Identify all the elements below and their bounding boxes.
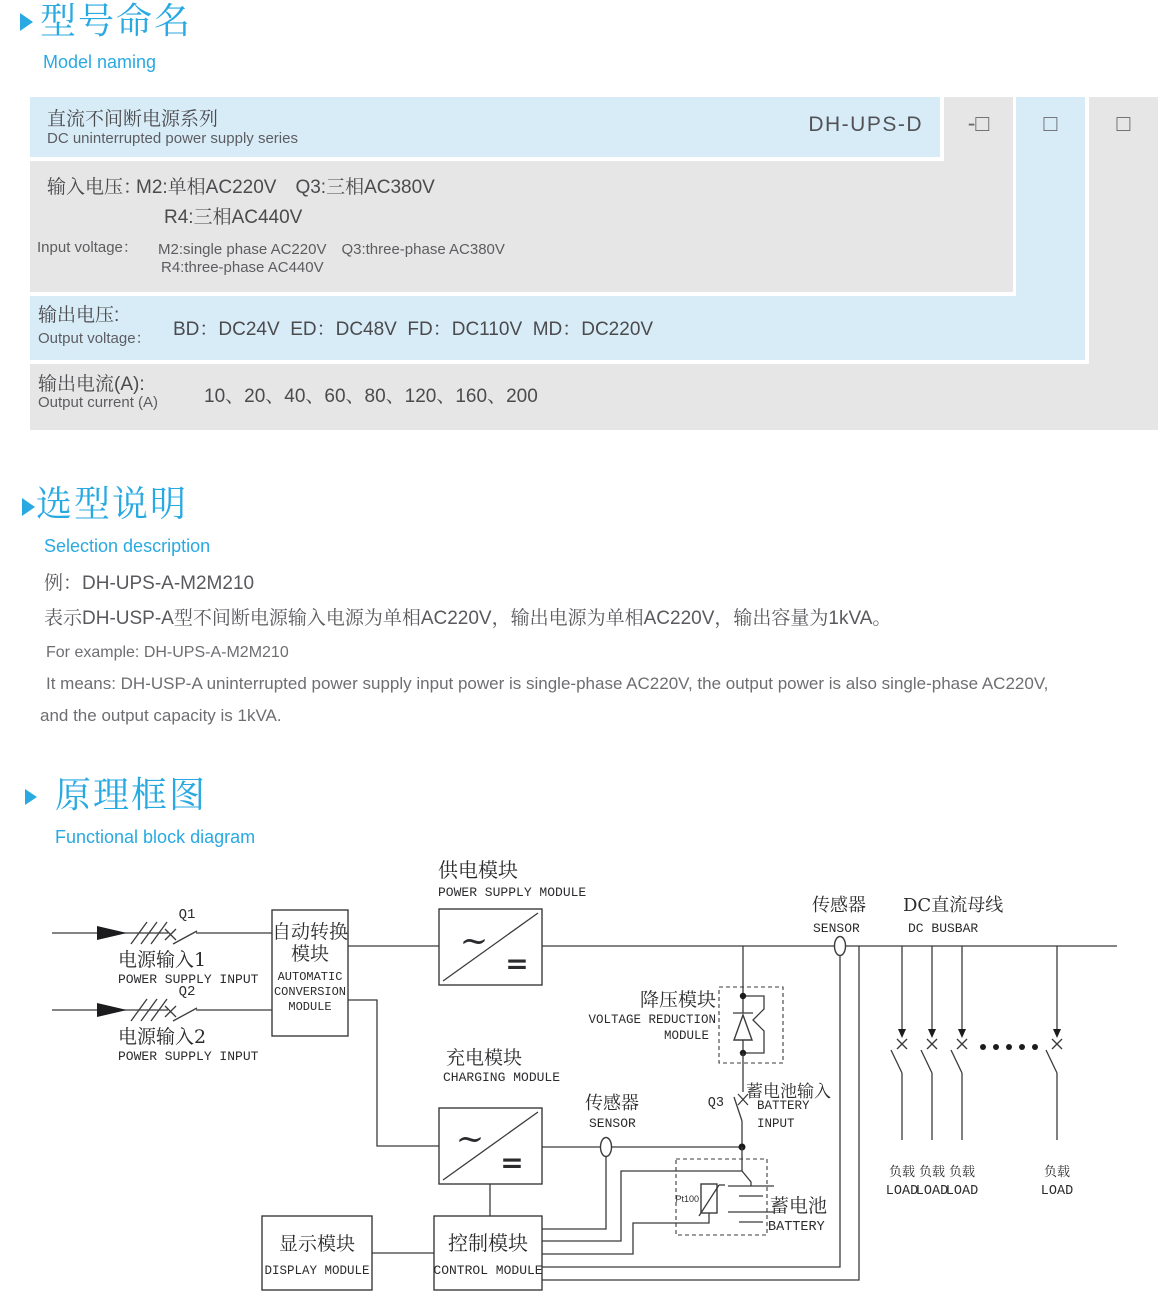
load-branch-2 xyxy=(921,946,937,1140)
voltage-reduction-label-zh: 降压模块 xyxy=(639,989,716,1011)
busbar-sensor-label-en: SENSOR xyxy=(813,921,860,936)
conversion-module-label-en2: CONVERSION xyxy=(273,985,347,999)
arrow-right-icon xyxy=(97,1003,127,1017)
busbar-sensor-label-zh: 传感器 xyxy=(812,895,866,916)
series-name-en: DC uninterrupted power supply series xyxy=(47,130,298,147)
voltage-reduction-label-en2: MODULE xyxy=(663,1029,709,1043)
load-label-en: LOAD xyxy=(915,1184,949,1199)
input-voltage-en-line2: R4:three-phase AC440V xyxy=(161,259,324,276)
code-slot-3: □ xyxy=(1116,110,1131,136)
q1-label: Q1 xyxy=(178,907,196,923)
battery-input-label-en2: INPUT xyxy=(757,1117,795,1131)
charging-module-label-en: CHARGING MODULE xyxy=(443,1070,561,1085)
input-voltage-label-zh: 输入电压： xyxy=(47,177,143,198)
voltage-reduction-module xyxy=(719,946,783,1063)
selection-example-en: For example: DH-UPS-A-M2M210 xyxy=(46,644,289,661)
section-marker-icon xyxy=(22,498,35,516)
output-voltage-label-en: Output voltage： xyxy=(38,330,151,347)
load-branch-3 xyxy=(951,946,967,1140)
section-title-diagram: 原理框图 xyxy=(55,774,208,815)
input-voltage-label-en: Input voltage： xyxy=(37,239,138,256)
code-slot-1: -□ xyxy=(967,110,990,136)
pt100-label: Pt100 xyxy=(675,1194,699,1204)
selection-example-zh: 例：DH-UPS-A-M2M210 xyxy=(44,573,255,594)
power-supply-module-label-en: POWER SUPPLY MODULE xyxy=(438,885,587,900)
conversion-module-label-zh2: 模块 xyxy=(290,943,330,965)
input2-label-en: POWER SUPPLY INPUT xyxy=(118,1049,259,1064)
dc-busbar-label-zh: DC直流母线 xyxy=(903,895,1004,916)
ac-symbol: ~ xyxy=(459,921,489,961)
series-name-zh: 直流不间断电源系列 xyxy=(47,109,219,130)
section-title-selection: 选型说明 xyxy=(36,483,189,524)
battery-label-en: BATTERY xyxy=(768,1220,825,1235)
load-label-zh: 负载 xyxy=(918,1165,946,1180)
input-voltage-en-line1: M2:single phase AC220V Q3:three-phase AC380V xyxy=(158,241,505,258)
ac-symbol: ~ xyxy=(455,1119,485,1159)
control-module-label-en: CONTROL MODULE xyxy=(433,1263,543,1278)
output-current-label-zh: 输出电流(A): xyxy=(38,374,145,395)
charging-module-box xyxy=(439,1108,542,1184)
selection-desc-en-line1: It means: DH-USP-A uninterrupted power supply input power is single-phase AC220V, the output power is also single-phase AC220V, xyxy=(46,674,1049,693)
power-input-2-line xyxy=(52,999,272,1021)
selection-desc-en-line2: and the output capacity is 1kVA. xyxy=(40,706,282,725)
dc-busbar-label-en: DC BUSBAR xyxy=(908,921,979,936)
section-marker-icon xyxy=(20,13,33,31)
conversion-to-charger-line xyxy=(348,1000,439,1146)
input-voltage-zh-line2: R4:三相AC440V xyxy=(164,207,303,228)
charging-sensor-label-zh: 传感器 xyxy=(585,1093,639,1114)
load-label-zh: 负载 xyxy=(888,1165,916,1180)
battery-group xyxy=(676,1147,774,1235)
input2-label-zh: 电源输入2 xyxy=(118,1026,207,1048)
battery-input-label-en1: BATTERY xyxy=(757,1099,810,1113)
load-branch-1 xyxy=(891,946,907,1140)
selection-desc-zh: 表示DH-USP-A型不间断电源输入电源为单相AC220V，输出电源为单相AC220V，输出容量为1kVA。 xyxy=(44,608,892,629)
ellipsis-dot xyxy=(980,1044,986,1050)
battery-input-label-zh: 蓄电池输入 xyxy=(746,1082,831,1102)
conversion-module-label-en1: AUTOMATIC xyxy=(277,970,343,984)
load-label-zh: 负载 xyxy=(1043,1165,1071,1180)
charging-sensor-label-en: SENSOR xyxy=(589,1116,636,1131)
dc-symbol: = xyxy=(500,1146,524,1179)
conversion-module-label-en3: MODULE xyxy=(288,1000,332,1014)
output-voltage-values: BD：DC24V ED：DC48V FD：DC110V MD：DC220V xyxy=(173,319,654,340)
battery-label-zh: 蓄电池 xyxy=(770,1195,828,1217)
model-code: DH-UPS-D xyxy=(808,113,923,136)
ellipsis-dot xyxy=(1032,1044,1038,1050)
load-label-en: LOAD xyxy=(945,1184,979,1199)
output-current-label-en: Output current (A) xyxy=(38,394,159,411)
busbar-sensor-icon xyxy=(835,937,846,956)
ellipsis-dot xyxy=(1006,1044,1012,1050)
code-slot-2: □ xyxy=(1043,110,1058,136)
output-current-values: 10、20、40、60、80、120、160、200 xyxy=(204,386,538,407)
display-module-label-en: DISPLAY MODULE xyxy=(264,1264,370,1278)
control-module-label-zh: 控制模块 xyxy=(448,1231,528,1255)
section-title-model-naming: 型号命名 xyxy=(40,0,193,41)
section-marker-icon xyxy=(25,789,37,805)
input1-label-en: POWER SUPPLY INPUT xyxy=(118,972,259,987)
charging-module-label-zh: 充电模块 xyxy=(446,1047,523,1069)
conversion-module-label-zh1: 自动转换 xyxy=(271,921,349,943)
functional-block-diagram xyxy=(0,848,1167,1308)
ellipsis-dot xyxy=(1019,1044,1025,1050)
load-label-en: LOAD xyxy=(885,1184,919,1199)
power-input-1-line xyxy=(52,922,272,944)
load-branch-n xyxy=(1046,946,1062,1140)
input1-label-zh: 电源输入1 xyxy=(118,949,207,971)
charging-sensor-icon xyxy=(601,1138,612,1157)
load-branches xyxy=(891,946,1062,1140)
q3-label: Q3 xyxy=(707,1096,724,1111)
input-voltage-zh-line1: M2:单相AC220V Q3:三相AC380V xyxy=(136,177,435,198)
load-label-en: LOAD xyxy=(1040,1184,1074,1199)
display-module-label-zh: 显示模块 xyxy=(278,1233,356,1255)
output-current-row xyxy=(30,364,1158,430)
dc-symbol: = xyxy=(505,947,529,980)
load-label-zh: 负载 xyxy=(948,1165,976,1180)
voltage-reduction-label-en1: VOLTAGE REDUCTION xyxy=(588,1013,716,1027)
section-subtitle-selection: Selection description xyxy=(44,536,211,556)
arrow-right-icon xyxy=(97,926,127,940)
output-voltage-label-zh: 输出电压: xyxy=(38,305,120,326)
section-subtitle-model-naming: Model naming xyxy=(43,52,157,72)
diode-icon xyxy=(734,1015,752,1040)
q2-label: Q2 xyxy=(178,984,196,1000)
power-supply-module-label-zh: 供电模块 xyxy=(438,858,518,882)
ellipsis-dot xyxy=(993,1044,999,1050)
section-subtitle-diagram: Functional block diagram xyxy=(55,827,256,847)
